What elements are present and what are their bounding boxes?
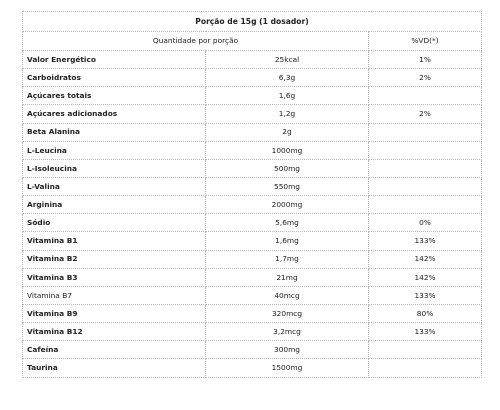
nutrient-daily-value (369, 123, 482, 141)
nutrient-daily-value (369, 141, 482, 159)
table-title: Porção de 15g (1 dosador) (23, 12, 482, 32)
nutrient-daily-value: 142% (369, 250, 482, 268)
table-row (23, 286, 482, 304)
nutrient-amount: 300mg (206, 341, 369, 359)
table-row (23, 304, 482, 322)
nutrient-name: Vitamina B9 (23, 304, 206, 322)
nutrient-name: Arginina (23, 196, 206, 214)
nutrient-daily-value: 0% (369, 214, 482, 232)
nutrient-daily-value (369, 177, 482, 195)
nutrient-name: Vitamina B2 (23, 250, 206, 268)
table-title-row (23, 12, 482, 32)
amount-per-serving-header: Quantidade por porção (23, 32, 369, 51)
table-row (23, 177, 482, 195)
nutrient-daily-value: 1% (369, 51, 482, 69)
table-row (23, 69, 482, 87)
nutrient-name: Cafeína (23, 341, 206, 359)
nutrient-daily-value (369, 359, 482, 377)
table-row (23, 323, 482, 341)
nutrient-daily-value: 80% (369, 304, 482, 322)
table-row (23, 196, 482, 214)
nutrient-name: Sódio (23, 214, 206, 232)
nutrient-daily-value (369, 159, 482, 177)
nutrient-name: Vitamina B1 (23, 232, 206, 250)
nutrient-name: L-Valina (23, 177, 206, 195)
nutrition-facts-table (22, 11, 482, 378)
nutrient-amount: 1,6mg (206, 232, 369, 250)
daily-value-header: %VD(*) (369, 32, 482, 51)
nutrient-name: Beta Alanina (23, 123, 206, 141)
table-body (23, 51, 482, 378)
nutrient-name: Carboidratos (23, 69, 206, 87)
nutrient-name: Taurina (23, 359, 206, 377)
table-row (23, 232, 482, 250)
nutrient-amount: 6,3g (206, 69, 369, 87)
table-row (23, 51, 482, 69)
nutrient-amount: 3,2mcg (206, 323, 369, 341)
nutrient-amount: 40mcg (206, 286, 369, 304)
table-row (23, 214, 482, 232)
nutrient-amount: 2g (206, 123, 369, 141)
nutrient-amount: 21mg (206, 268, 369, 286)
nutrient-amount: 1,7mg (206, 250, 369, 268)
nutrient-name: Vitamina B3 (23, 268, 206, 286)
table-row (23, 87, 482, 105)
nutrient-amount: 550mg (206, 177, 369, 195)
nutrient-name: Açúcares adicionados (23, 105, 206, 123)
nutrient-daily-value: 2% (369, 69, 482, 87)
nutrient-daily-value (369, 87, 482, 105)
table-row (23, 268, 482, 286)
nutrient-amount: 2000mg (206, 196, 369, 214)
nutrient-amount: 25kcal (206, 51, 369, 69)
nutrient-daily-value (369, 341, 482, 359)
nutrient-amount: 320mcg (206, 304, 369, 322)
table-row (23, 159, 482, 177)
table-row (23, 105, 482, 123)
nutrient-daily-value: 133% (369, 232, 482, 250)
nutrient-daily-value (369, 196, 482, 214)
nutrient-daily-value: 142% (369, 268, 482, 286)
nutrient-daily-value: 2% (369, 105, 482, 123)
table-row (23, 359, 482, 377)
nutrient-amount: 1500mg (206, 359, 369, 377)
nutrient-amount: 500mg (206, 159, 369, 177)
nutrient-name: Valor Energético (23, 51, 206, 69)
nutrient-amount: 1,6g (206, 87, 369, 105)
table-header-row (23, 32, 482, 51)
nutrition-table-container (22, 11, 481, 378)
table-row (23, 123, 482, 141)
table-row (23, 141, 482, 159)
table-row (23, 250, 482, 268)
nutrient-name: L-Leucina (23, 141, 206, 159)
nutrient-name: Açúcares totais (23, 87, 206, 105)
nutrient-amount: 1,2g (206, 105, 369, 123)
nutrient-name: Vitamina B7 (23, 286, 206, 304)
nutrient-amount: 5,6mg (206, 214, 369, 232)
nutrient-daily-value: 133% (369, 286, 482, 304)
nutrient-name: Vitamina B12 (23, 323, 206, 341)
nutrient-amount: 1000mg (206, 141, 369, 159)
nutrient-daily-value: 133% (369, 323, 482, 341)
table-row (23, 341, 482, 359)
nutrient-name: L-Isoleucina (23, 159, 206, 177)
